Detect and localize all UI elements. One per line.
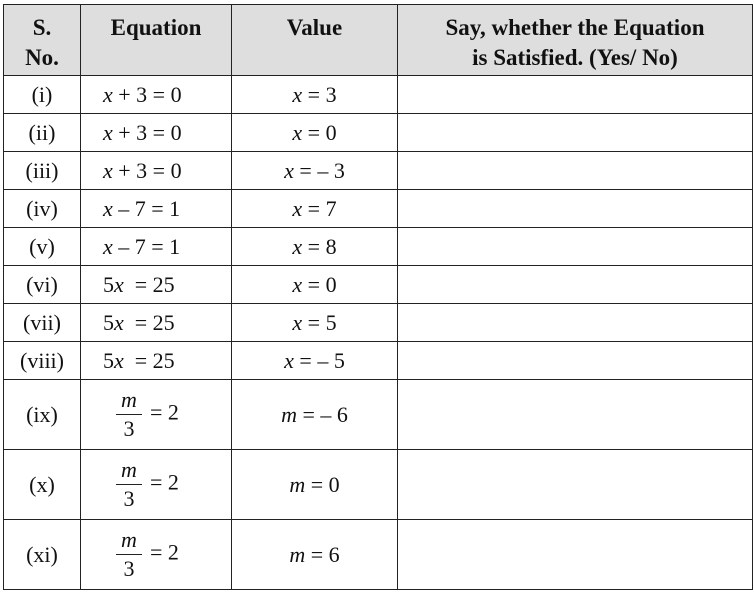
row-value: x = 3 <box>232 76 398 114</box>
row-equation: $\frac{m}{3}$ = 2 <box>81 380 232 450</box>
answer-cell[interactable] <box>398 152 753 190</box>
answer-cell[interactable] <box>398 450 753 520</box>
row-sno: (viii) <box>4 342 81 380</box>
answer-input[interactable] <box>398 519 754 590</box>
table-row <box>4 266 753 304</box>
row-equation: x – 7 = 1 <box>81 190 232 228</box>
row-equation: $\frac{m}{3}$ = 2 <box>81 520 232 590</box>
row-equation: x + 3 = 0 <box>81 76 232 114</box>
answer-input[interactable] <box>398 341 754 380</box>
table-row <box>4 228 753 266</box>
answer-input[interactable] <box>398 151 754 190</box>
row-value: x = 7 <box>232 190 398 228</box>
answer-cell[interactable] <box>398 228 753 266</box>
answer-input[interactable] <box>398 379 754 450</box>
row-value: x = 5 <box>232 304 398 342</box>
answer-input[interactable] <box>398 75 754 114</box>
answer-cell[interactable] <box>398 266 753 304</box>
answer-input[interactable] <box>398 189 754 228</box>
row-sno: (ix) <box>4 380 81 450</box>
answer-cell[interactable] <box>398 190 753 228</box>
row-sno: (iii) <box>4 152 81 190</box>
row-equation: x – 7 = 1 <box>81 228 232 266</box>
row-sno: (iv) <box>4 190 81 228</box>
fraction: $\frac{m}{3}$ <box>116 528 142 581</box>
table-row <box>4 450 753 520</box>
equation-table <box>3 4 753 590</box>
answer-cell[interactable] <box>398 520 753 590</box>
row-equation: x + 3 = 0 <box>81 114 232 152</box>
header-row <box>4 5 753 76</box>
row-value: m = 6 <box>232 520 398 590</box>
table-row <box>4 520 753 590</box>
row-equation: $\frac{m}{3}$ = 2 <box>81 450 232 520</box>
header-value: Value <box>232 5 398 76</box>
row-equation: x + 3 = 0 <box>81 152 232 190</box>
header-sno-line2: No. <box>25 45 59 70</box>
answer-cell[interactable] <box>398 304 753 342</box>
table-row <box>4 114 753 152</box>
table-row <box>4 304 753 342</box>
row-value: x = 8 <box>232 228 398 266</box>
row-value: x = – 5 <box>232 342 398 380</box>
row-sno: (i) <box>4 76 81 114</box>
row-equation: 5x = 25 <box>81 342 232 380</box>
answer-cell[interactable] <box>398 380 753 450</box>
row-sno: (x) <box>4 450 81 520</box>
answer-input[interactable] <box>398 227 754 266</box>
fraction: $\frac{m}{3}$ <box>116 388 142 441</box>
answer-input[interactable] <box>398 303 754 342</box>
answer-input[interactable] <box>398 265 754 304</box>
row-sno: (xi) <box>4 520 81 590</box>
answer-input[interactable] <box>398 113 754 152</box>
table-row <box>4 342 753 380</box>
answer-input[interactable] <box>398 449 754 520</box>
row-equation: 5x = 25 <box>81 304 232 342</box>
answer-cell[interactable] <box>398 76 753 114</box>
header-answer-line1: Say, whether the Equation <box>445 15 705 40</box>
fraction: $\frac{m}{3}$ <box>116 458 142 511</box>
table-row <box>4 152 753 190</box>
table-row <box>4 380 753 450</box>
row-value: x = – 3 <box>232 152 398 190</box>
row-value: m = – 6 <box>232 380 398 450</box>
row-value: m = 0 <box>232 450 398 520</box>
header-sno-line1: S. <box>32 15 52 40</box>
answer-cell[interactable] <box>398 114 753 152</box>
row-equation: 5x = 25 <box>81 266 232 304</box>
row-sno: (ii) <box>4 114 81 152</box>
header-sno <box>4 5 81 76</box>
row-sno: (vi) <box>4 266 81 304</box>
table-row <box>4 190 753 228</box>
row-value: x = 0 <box>232 114 398 152</box>
table-row <box>4 76 753 114</box>
row-value: x = 0 <box>232 266 398 304</box>
header-answer <box>398 5 753 76</box>
header-equation: Equation <box>81 5 232 76</box>
header-answer-line2: is Satisfied. (Yes/ No) <box>472 45 678 70</box>
answer-cell[interactable] <box>398 342 753 380</box>
row-sno: (v) <box>4 228 81 266</box>
row-sno: (vii) <box>4 304 81 342</box>
